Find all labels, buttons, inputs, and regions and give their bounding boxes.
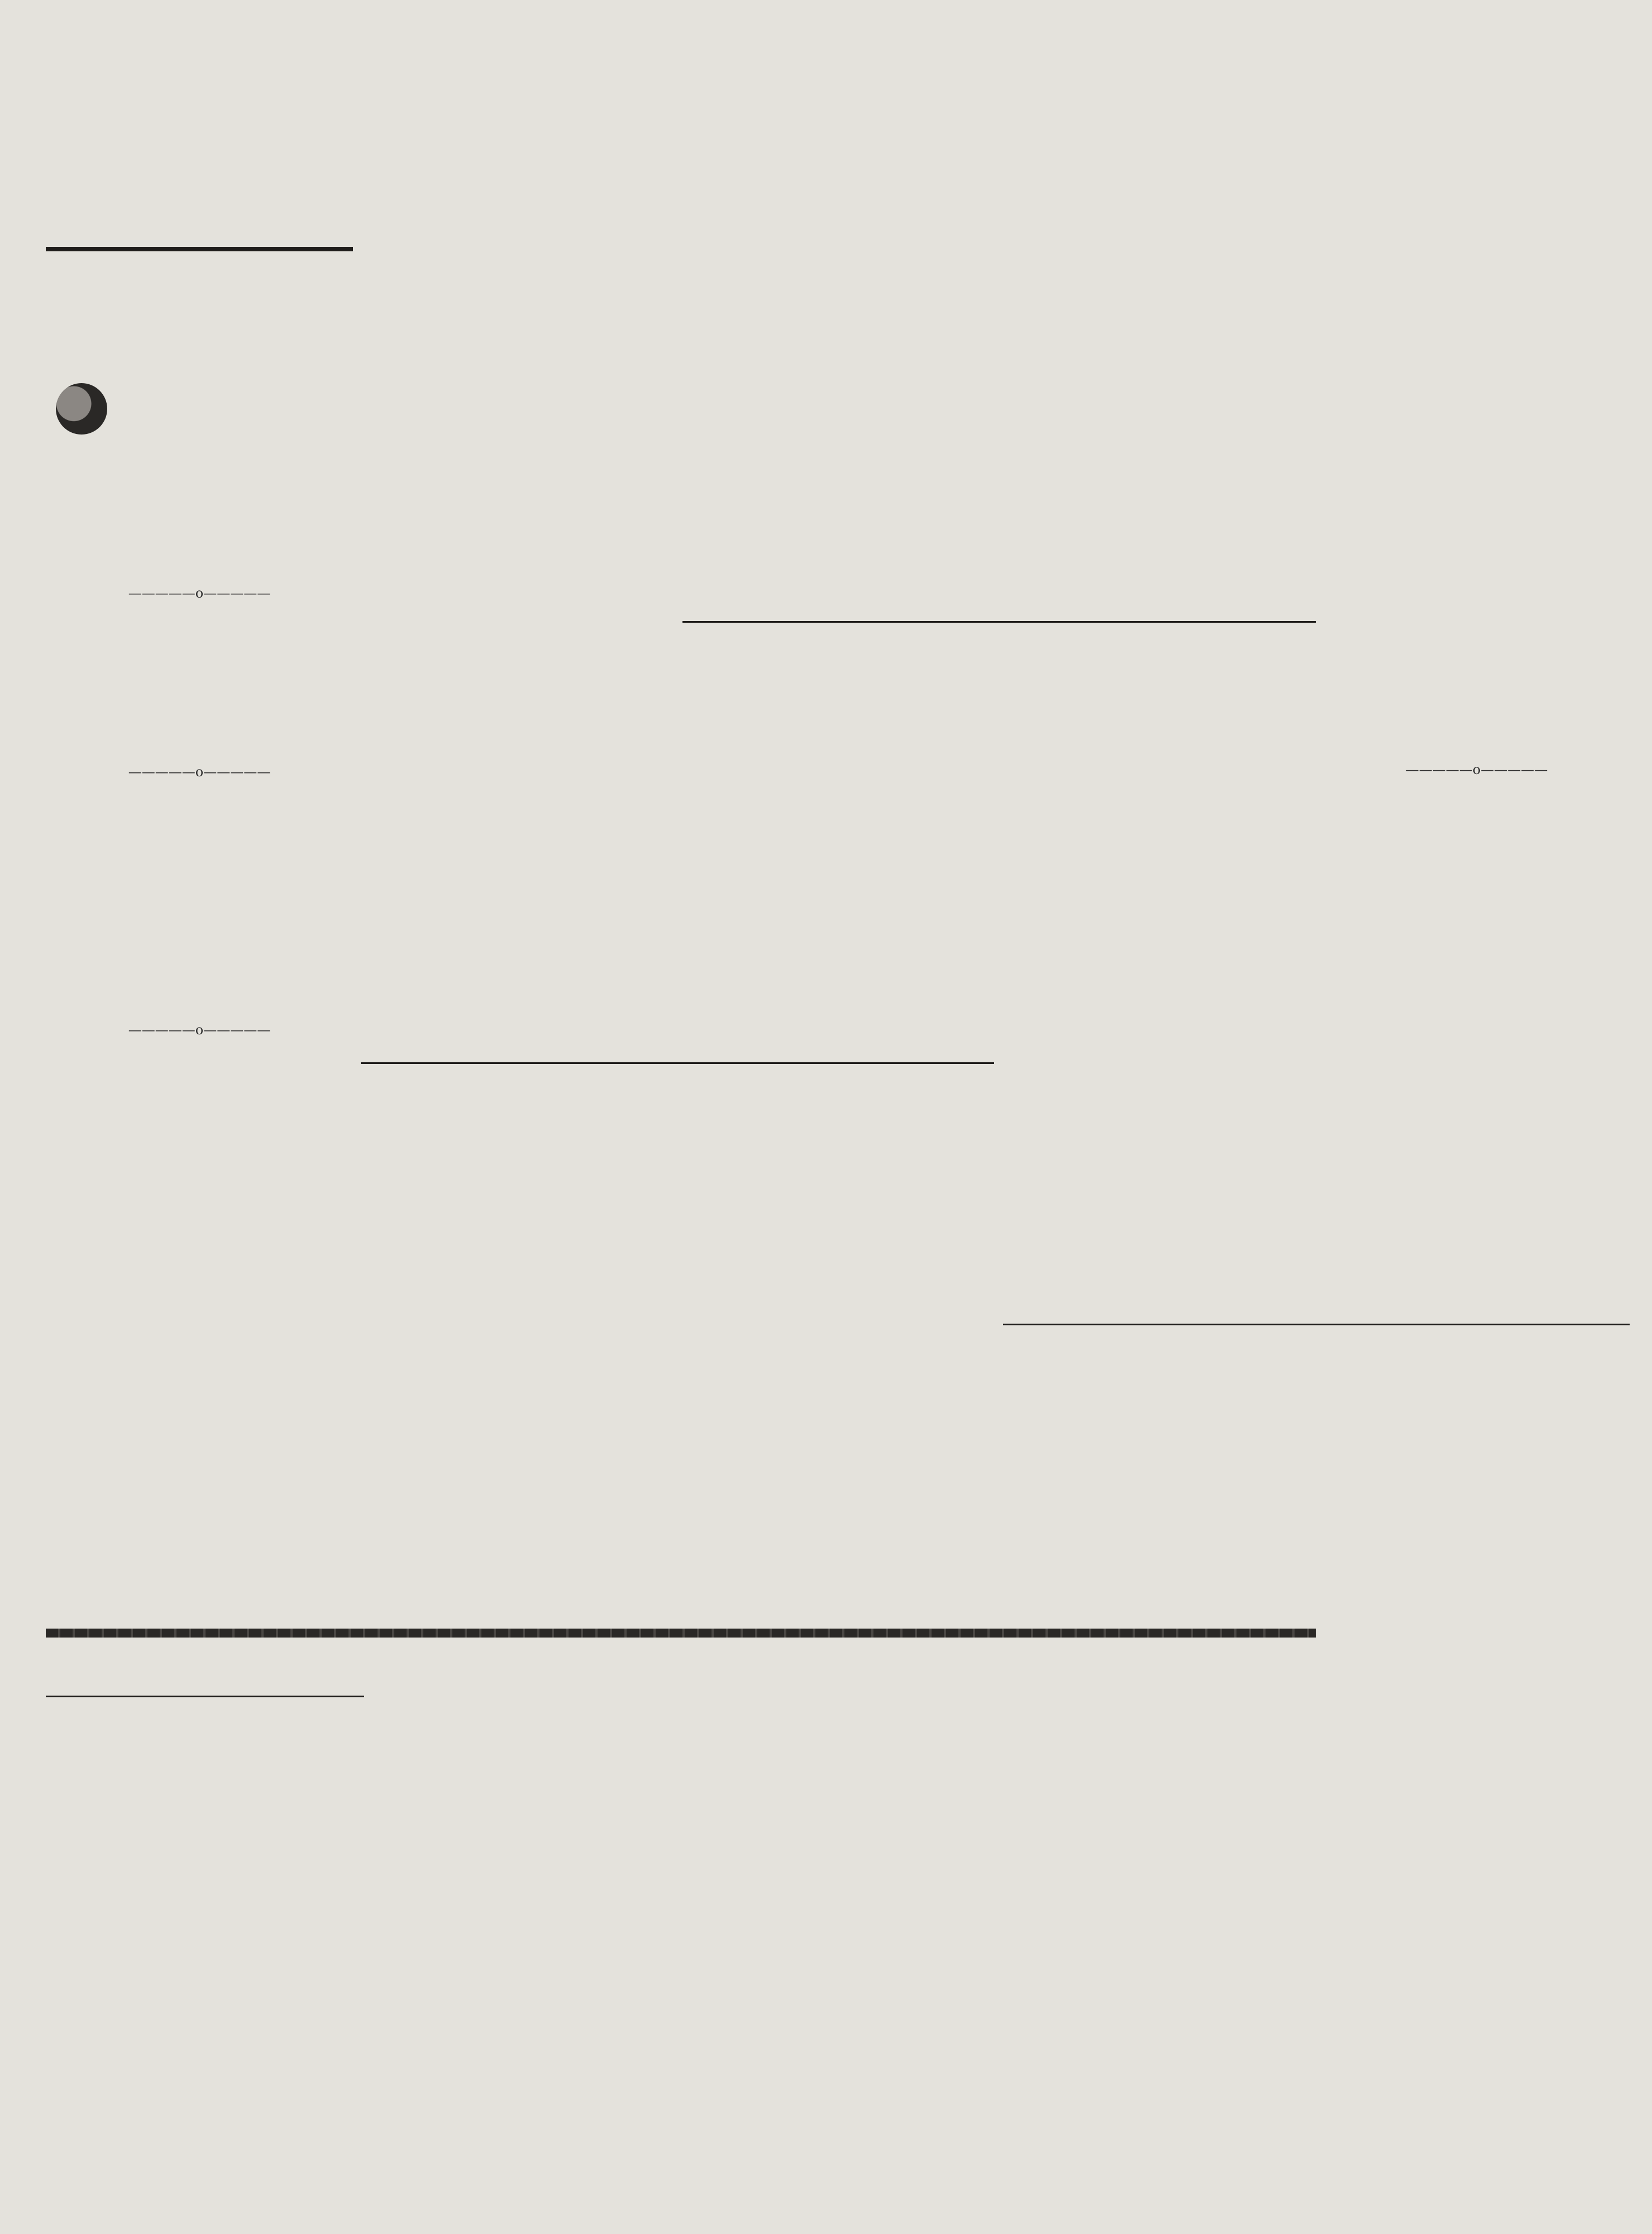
tram-body [46,1410,353,1533]
pasozyty-col2 [1324,1382,1630,2223]
rule-rekopis-under [46,1696,364,1697]
napk-body [46,1061,353,1374]
gospodarka-col3 [682,118,994,621]
rule-zdnia-top [46,247,353,251]
gospodarka-lead [46,118,336,236]
pasozyty-col1 [1003,1382,1316,1622]
rekopis-col1 [46,1701,356,2223]
rule-pas-top [1003,1324,1630,1325]
separator: —————o————— [128,1022,271,1038]
separator: —————o————— [128,585,271,601]
mlynarstwa-col1 [682,699,994,1057]
zdnia-moon-icon [56,383,107,435]
zdnia-end [191,420,359,449]
mlynarstwa-col2 [1003,699,1316,1314]
rule-szk-top [361,1062,994,1064]
cennik-body [46,827,353,1028]
dalsze-body [46,657,353,768]
szkodliwa-col2 [682,1139,994,1620]
odpadki-body [1324,808,1630,1310]
artykul-col1 [1003,118,1316,621]
rekopis-top-strip [46,1629,1316,1638]
szkodliwa-col1 [361,1139,674,1620]
separator: —————o————— [1405,762,1548,777]
zdnia-begin [146,388,347,417]
gospodarka-col2 [361,118,674,1068]
separator: —————o————— [128,764,271,780]
metr-body [46,1548,353,1610]
artykul-col2 [1324,118,1630,777]
rule-mlyn-top [682,621,1316,623]
